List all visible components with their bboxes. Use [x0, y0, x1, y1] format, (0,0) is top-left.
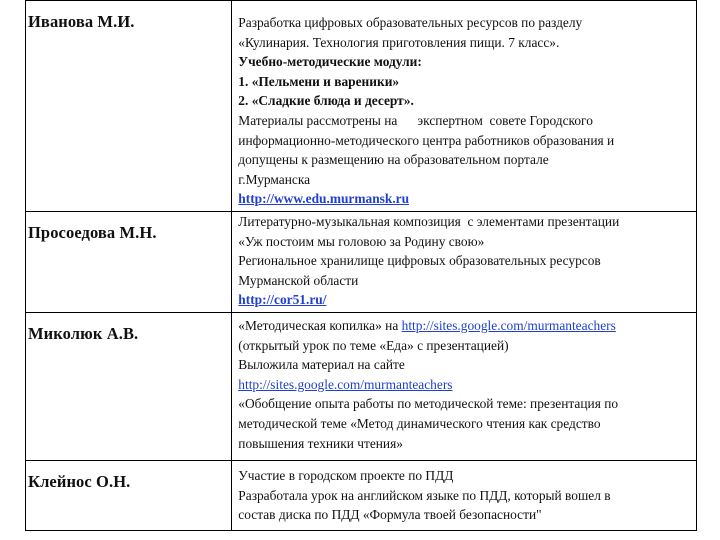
author-name: Просоедова М.Н. — [28, 222, 157, 242]
description-line: состав диска по ПДД «Формула твоей безопасности" — [238, 507, 542, 523]
description-line: Разработка цифровых образовательных ресурсов по разделу — [238, 15, 583, 30]
portal-link[interactable]: http://www.edu.murmansk.ru — [238, 191, 410, 207]
description-line: допущены к размещению на образовательном портале — [238, 152, 549, 168]
description-line: методической теме «Метод динамического чтения как средство — [238, 415, 601, 431]
description-line: Литературно-музыкальная композиция с элементами презентации — [238, 213, 620, 229]
description-line: повышения техники чтения» — [238, 435, 403, 451]
description-line: «Обобщение опыта работы по методической теме: презентация по — [238, 396, 619, 412]
description-line: Выложила материал на сайте — [238, 357, 405, 373]
sites-link[interactable]: http://sites.google.com/murmanteachers — [401, 317, 616, 333]
description-line: «Уж постоим мы головою за Родину свою» — [238, 233, 485, 249]
author-cell — [26, 1, 232, 212]
module-item: 2. «Сладкие блюда и десерт». — [238, 93, 414, 109]
table-row — [26, 312, 697, 460]
description-line: Региональное хранилище цифровых образовательных ресурсов — [238, 253, 601, 269]
description-line — [238, 316, 694, 336]
author-cell — [26, 211, 232, 312]
author-cell — [26, 460, 232, 530]
repository-link[interactable]: http://cor51.ru/ — [238, 292, 327, 308]
description-cell — [232, 211, 697, 312]
description-line: г.Мурманска — [238, 171, 311, 187]
modules-heading: Учебно-методические модули: — [238, 54, 422, 70]
sites-link[interactable]: http://sites.google.com/murmanteachers — [238, 376, 453, 392]
description-line: Материалы рассмотрены на экспертном совете Городского — [238, 112, 593, 128]
description-line: Разработала урок на английском языке по ПДД, который вошел в — [238, 487, 611, 503]
description-line: (открытый урок по теме «Еда» с презентацией) — [238, 337, 509, 353]
author-name: Миколюк А.В. — [28, 323, 139, 343]
methodical-works-table — [25, 0, 697, 531]
description-cell — [232, 460, 697, 530]
description-line: информационно-методического центра работников образования и — [238, 132, 615, 148]
description-line: «Кулинария. Технология приготовления пищи. 7 класс». — [238, 34, 560, 50]
table-row — [26, 1, 697, 212]
description-cell — [232, 1, 697, 212]
table-row — [26, 211, 697, 312]
description-line: Участие в городском проекте по ПДД — [238, 467, 454, 483]
description-cell — [232, 312, 697, 460]
table-row — [26, 460, 697, 530]
description-text: «Методическая копилка» на — [238, 317, 402, 333]
author-cell — [26, 312, 232, 460]
author-name: Иванова М.И. — [28, 12, 135, 31]
description-line: Мурманской области — [238, 272, 359, 288]
module-item: 1. «Пельмени и вареники» — [238, 73, 400, 89]
author-name: Клейнос О.Н. — [28, 471, 131, 491]
